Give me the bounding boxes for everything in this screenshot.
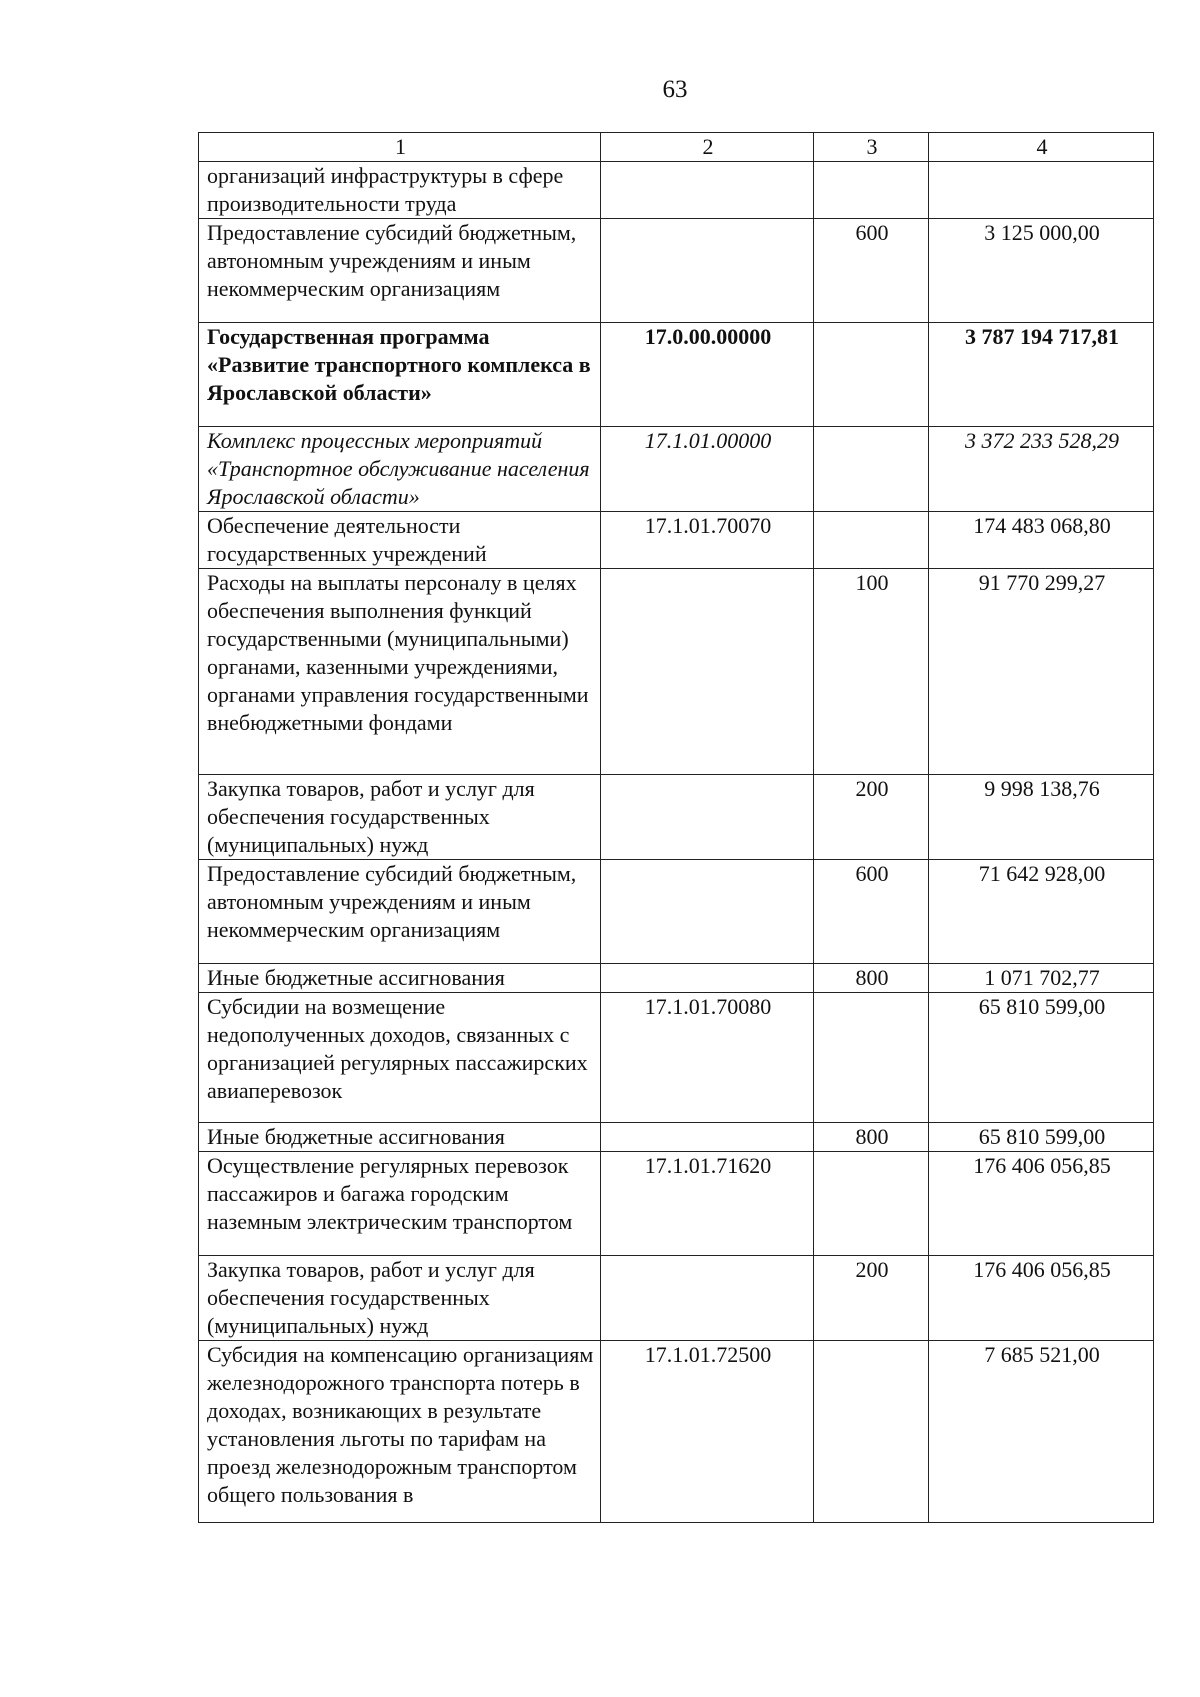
row-name-cell: Предоставление субсидий бюджетным, автономным учреждениям и иным некоммерческим организациям [199,860,601,964]
row-name-cell: Иные бюджетные ассигнования [199,1123,601,1152]
row-amount-cell: 1 071 702,77 [929,964,1154,993]
row-name-cell: Расходы на выплаты персоналу в целях обеспечения выполнения функций государственными (муниципальными) органами, казенными учреждениями, органами управления государственными внебюджетными фондами [199,569,601,775]
row-amount-cell [929,162,1154,219]
row-expense-type-cell [814,323,929,427]
row-code-cell [601,1256,814,1341]
row-expense-type-cell [814,1152,929,1256]
row-amount-cell: 91 770 299,27 [929,569,1154,775]
row-code-cell: 17.1.01.70080 [601,993,814,1123]
row-amount-cell: 176 406 056,85 [929,1152,1154,1256]
table-row [199,512,1154,569]
table-row [199,860,1154,964]
table-row [199,569,1154,775]
budget-table [198,132,1154,1523]
table-row [199,323,1154,427]
row-name-cell: организаций инфраструктуры в сфере производительности труда [199,162,601,219]
row-amount-cell: 3 125 000,00 [929,219,1154,323]
header-col-1: 1 [199,133,601,162]
row-expense-type-cell [814,162,929,219]
row-code-cell [601,775,814,860]
table-row [199,219,1154,323]
row-expense-type-cell [814,1341,929,1523]
row-expense-type-cell [814,427,929,512]
row-code-cell [601,162,814,219]
row-name-cell: Субсидия на компенсацию организациям железнодорожного транспорта потерь в доходах, возникающих в результате установления льготы по тарифам на проезд железнодорожным транспортом общего пользования в [199,1341,601,1523]
row-name-cell: Закупка товаров, работ и услуг для обеспечения государственных (муниципальных) нужд [199,775,601,860]
table-row [199,427,1154,512]
row-code-cell [601,1123,814,1152]
row-code-cell: 17.1.01.00000 [601,427,814,512]
row-name-cell: Иные бюджетные ассигнования [199,964,601,993]
row-code-cell [601,860,814,964]
row-amount-cell: 174 483 068,80 [929,512,1154,569]
header-col-2: 2 [601,133,814,162]
row-code-cell [601,219,814,323]
row-expense-type-cell: 200 [814,775,929,860]
row-expense-type-cell [814,512,929,569]
table-row [199,775,1154,860]
row-expense-type-cell: 800 [814,1123,929,1152]
row-name-cell: Комплекс процессных мероприятий «Транспортное обслуживание населения Ярославской области» [199,427,601,512]
row-code-cell: 17.1.01.71620 [601,1152,814,1256]
row-expense-type-cell: 100 [814,569,929,775]
row-amount-cell: 3 787 194 717,81 [929,323,1154,427]
table-row [199,993,1154,1123]
row-code-cell: 17.1.01.70070 [601,512,814,569]
row-amount-cell: 7 685 521,00 [929,1341,1154,1523]
row-name-cell: Осуществление регулярных перевозок пассажиров и багажа городским наземным электрическим транспортом [199,1152,601,1256]
row-expense-type-cell [814,993,929,1123]
row-amount-cell: 65 810 599,00 [929,1123,1154,1152]
row-amount-cell: 9 998 138,76 [929,775,1154,860]
row-code-cell [601,569,814,775]
table-row [199,1256,1154,1341]
table-row [199,1152,1154,1256]
table-body [199,162,1154,1523]
row-code-cell: 17.1.01.72500 [601,1341,814,1523]
row-expense-type-cell: 800 [814,964,929,993]
header-col-3: 3 [814,133,929,162]
row-expense-type-cell: 600 [814,860,929,964]
row-amount-cell: 176 406 056,85 [929,1256,1154,1341]
row-code-cell [601,964,814,993]
row-code-cell: 17.0.00.00000 [601,323,814,427]
table-row [199,964,1154,993]
row-name-cell: Субсидии на возмещение недополученных доходов, связанных с организацией регулярных пассажирских авиаперевозок [199,993,601,1123]
row-amount-cell: 71 642 928,00 [929,860,1154,964]
row-name-cell: Обеспечение деятельности государственных учреждений [199,512,601,569]
table-row [199,1123,1154,1152]
table-row [199,1341,1154,1523]
row-expense-type-cell: 600 [814,219,929,323]
row-name-cell: Предоставление субсидий бюджетным, автономным учреждениям и иным некоммерческим организациям [199,219,601,323]
row-amount-cell: 65 810 599,00 [929,993,1154,1123]
row-name-cell: Закупка товаров, работ и услуг для обеспечения государственных (муниципальных) нужд [199,1256,601,1341]
header-col-4: 4 [929,133,1154,162]
header-row [199,133,1154,162]
row-amount-cell: 3 372 233 528,29 [929,427,1154,512]
row-expense-type-cell: 200 [814,1256,929,1341]
table-row [199,162,1154,219]
page-number: 63 [662,76,688,103]
row-name-cell: Государственная программа «Развитие транспортного комплекса в Ярославской области» [199,323,601,427]
